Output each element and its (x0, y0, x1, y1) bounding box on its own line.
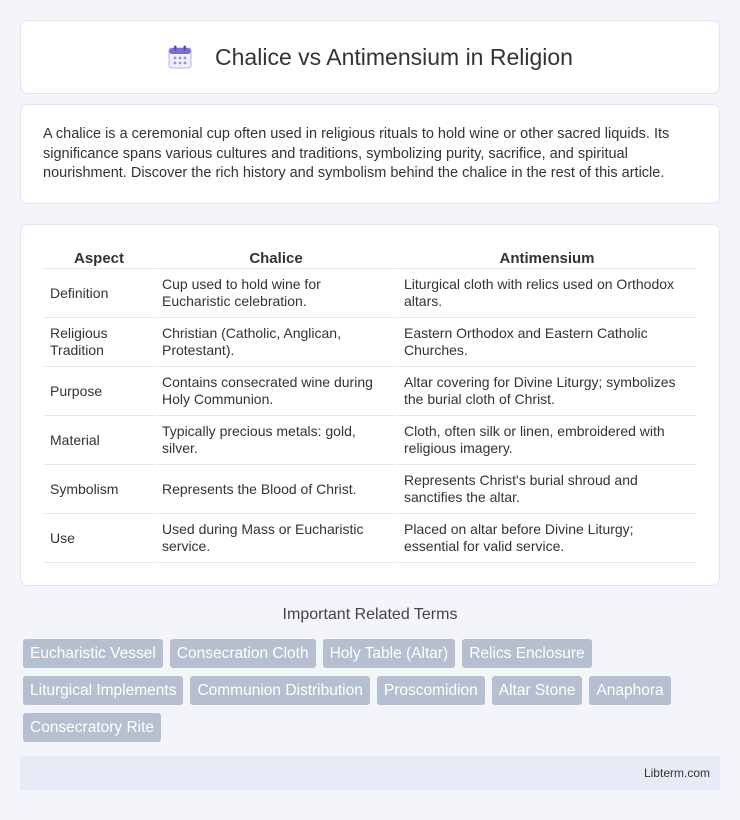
cell-antimensium: Altar covering for Divine Liturgy; symbolizes the burial cloth of Christ. (398, 367, 696, 416)
cell-aspect: Use (44, 514, 154, 563)
related-term-tag[interactable]: Proscomidion (377, 676, 485, 705)
comparison-card (20, 224, 720, 586)
cell-antimensium: Placed on altar before Divine Liturgy; essential for valid service. (398, 514, 696, 563)
related-terms-list (23, 639, 723, 742)
page-title: Chalice vs Antimensium in Religion (215, 43, 573, 70)
related-term-tag[interactable]: Relics Enclosure (462, 639, 591, 668)
cell-chalice: Used during Mass or Eucharistic service. (156, 514, 396, 563)
table-row (44, 465, 696, 514)
intro-card (20, 104, 720, 204)
cell-chalice: Typically precious metals: gold, silver. (156, 416, 396, 465)
related-term-tag[interactable]: Communion Distribution (190, 676, 369, 705)
related-term-tag[interactable]: Consecratory Rite (23, 713, 161, 742)
footer (20, 756, 720, 790)
cell-antimensium: Liturgical cloth with relics used on Orthodox altars. (398, 269, 696, 318)
header-aspect: Aspect (44, 245, 154, 269)
table-row (44, 367, 696, 416)
cell-chalice: Christian (Catholic, Anglican, Protestant). (156, 318, 396, 367)
header-antimensium: Antimensium (398, 245, 696, 269)
related-term-tag[interactable]: Anaphora (589, 676, 670, 705)
related-term-tag[interactable]: Consecration Cloth (170, 639, 316, 668)
footer-site-link[interactable]: Libterm.com (643, 766, 710, 780)
comparison-table (42, 245, 698, 563)
related-term-tag[interactable]: Eucharistic Vessel (23, 639, 163, 668)
cell-aspect: Purpose (44, 367, 154, 416)
table-row (44, 269, 696, 318)
cell-chalice: Contains consecrated wine during Holy Communion. (156, 367, 396, 416)
cell-antimensium: Represents Christ's burial shroud and sanctifies the altar. (398, 465, 696, 514)
calendar-icon (167, 44, 193, 70)
title-card (20, 20, 720, 94)
header-chalice: Chalice (156, 245, 396, 269)
cell-chalice: Cup used to hold wine for Eucharistic celebration. (156, 269, 396, 318)
cell-chalice: Represents the Blood of Christ. (156, 465, 396, 514)
related-term-tag[interactable]: Liturgical Implements (23, 676, 183, 705)
related-terms-title: Important Related Terms (282, 606, 458, 623)
cell-aspect: Religious Tradition (44, 318, 154, 367)
related-term-tag[interactable]: Altar Stone (492, 676, 583, 705)
cell-aspect: Material (44, 416, 154, 465)
table-row (44, 514, 696, 563)
table-row (44, 318, 696, 367)
cell-antimensium: Eastern Orthodox and Eastern Catholic Churches. (398, 318, 696, 367)
table-row (44, 416, 696, 465)
intro-text: A chalice is a ceremonial cup often used in religious rituals to hold wine or other sacred liquids. Its significance spans various cultures and traditions, symbolizing purity, sacrifice, and spiritual nourishment. Discover the rich history and symbolism behind the chalice in the rest of this article. (43, 126, 670, 181)
cell-aspect: Definition (44, 269, 154, 318)
cell-aspect: Symbolism (44, 465, 154, 514)
table-header-row (44, 245, 696, 269)
cell-antimensium: Cloth, often silk or linen, embroidered with religious imagery. (398, 416, 696, 465)
related-term-tag[interactable]: Holy Table (Altar) (323, 639, 456, 668)
